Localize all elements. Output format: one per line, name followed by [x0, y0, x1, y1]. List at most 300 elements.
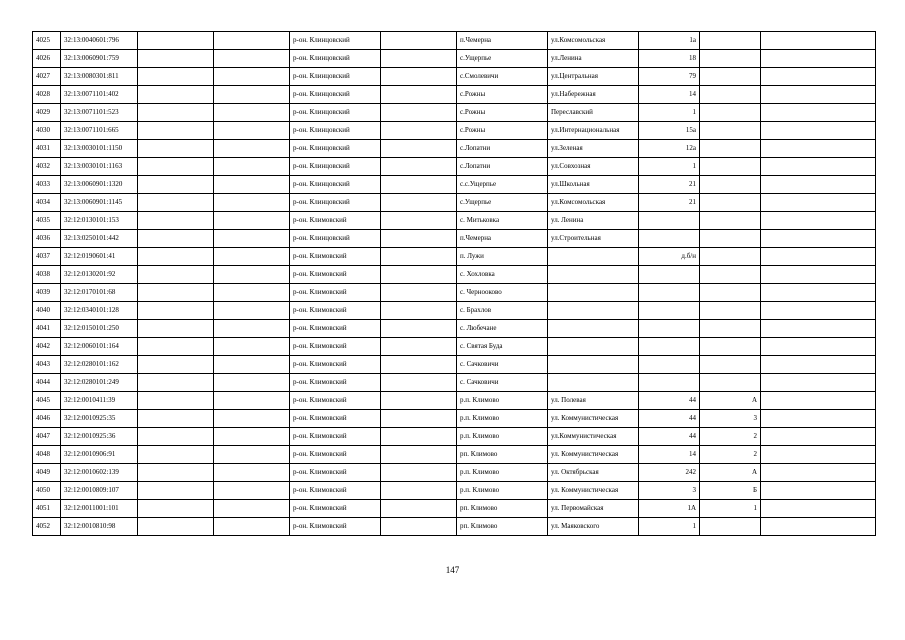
locality-cell: с. Чернооково: [457, 284, 548, 302]
building-number-cell: 1: [700, 500, 761, 518]
row-number-cell: 4037: [33, 248, 61, 266]
table-row: [33, 230, 876, 248]
street-cell: ул.Центральная: [548, 68, 639, 86]
empty-cell: [214, 482, 290, 500]
empty-cell: [761, 320, 876, 338]
house-number-cell: 44: [639, 392, 700, 410]
table-row: [33, 176, 876, 194]
table-row: [33, 212, 876, 230]
street-cell: [548, 248, 639, 266]
empty-cell: [214, 176, 290, 194]
locality-cell: с. Хохловка: [457, 266, 548, 284]
empty-cell: [761, 86, 876, 104]
locality-cell: с.Рожны: [457, 86, 548, 104]
table-row: [33, 518, 876, 536]
empty-cell: [761, 50, 876, 68]
street-cell: ул.Набережная: [548, 86, 639, 104]
building-number-cell: [700, 176, 761, 194]
empty-cell: [761, 410, 876, 428]
cadastral-number-cell: 32:12:0150101:250: [61, 320, 138, 338]
empty-cell: [214, 86, 290, 104]
building-number-cell: [700, 518, 761, 536]
page-number: 147: [445, 565, 460, 575]
empty-cell: [138, 176, 214, 194]
district-cell: р-он. Клинцовский: [290, 122, 381, 140]
empty-cell: [381, 356, 457, 374]
cadastral-number-cell: 32:13:0071101:402: [61, 86, 138, 104]
street-cell: [548, 338, 639, 356]
cadastral-number-cell: 32:12:0190601:41: [61, 248, 138, 266]
empty-cell: [214, 356, 290, 374]
locality-cell: рп. Климово: [457, 446, 548, 464]
district-cell: р-он. Климовский: [290, 302, 381, 320]
locality-cell: с. Сачковичи: [457, 374, 548, 392]
district-cell: р-он. Климовский: [290, 374, 381, 392]
street-cell: [548, 266, 639, 284]
row-number-cell: 4041: [33, 320, 61, 338]
locality-cell: с. Святая Буда: [457, 338, 548, 356]
district-cell: р-он. Климовский: [290, 248, 381, 266]
table-row: [33, 464, 876, 482]
row-number-cell: 4029: [33, 104, 61, 122]
district-cell: р-он. Климовский: [290, 428, 381, 446]
empty-cell: [138, 302, 214, 320]
house-number-cell: 3: [639, 482, 700, 500]
empty-cell: [381, 86, 457, 104]
building-number-cell: [700, 86, 761, 104]
locality-cell: с.Лопатни: [457, 158, 548, 176]
row-number-cell: 4048: [33, 446, 61, 464]
district-cell: р-он. Климовский: [290, 518, 381, 536]
empty-cell: [381, 212, 457, 230]
house-number-cell: [639, 356, 700, 374]
empty-cell: [214, 464, 290, 482]
empty-cell: [381, 518, 457, 536]
building-number-cell: А: [700, 392, 761, 410]
empty-cell: [138, 194, 214, 212]
empty-cell: [138, 428, 214, 446]
street-cell: ул.Комсомольская: [548, 32, 639, 50]
street-cell: [548, 320, 639, 338]
table-row: [33, 302, 876, 320]
empty-cell: [761, 374, 876, 392]
empty-cell: [138, 284, 214, 302]
cadastral-number-cell: 32:13:0250101:442: [61, 230, 138, 248]
house-number-cell: [639, 302, 700, 320]
cadastral-number-cell: 32:13:0040601:796: [61, 32, 138, 50]
empty-cell: [138, 212, 214, 230]
empty-cell: [138, 68, 214, 86]
table-row: [33, 482, 876, 500]
table-row: [33, 68, 876, 86]
cadastral-number-cell: 32:12:0340101:128: [61, 302, 138, 320]
street-cell: ул. Маяковского: [548, 518, 639, 536]
empty-cell: [761, 68, 876, 86]
house-number-cell: 242: [639, 464, 700, 482]
locality-cell: р.п. Климово: [457, 464, 548, 482]
row-number-cell: 4026: [33, 50, 61, 68]
empty-cell: [381, 104, 457, 122]
row-number-cell: 4045: [33, 392, 61, 410]
table-row: [33, 320, 876, 338]
empty-cell: [381, 32, 457, 50]
street-cell: ул.Школьная: [548, 176, 639, 194]
cadastral-number-cell: 32:12:0010925:35: [61, 410, 138, 428]
building-number-cell: [700, 356, 761, 374]
house-number-cell: 1: [639, 104, 700, 122]
empty-cell: [381, 428, 457, 446]
empty-cell: [761, 518, 876, 536]
house-number-cell: 1А: [639, 500, 700, 518]
street-cell: ул.Комсомольская: [548, 194, 639, 212]
district-cell: р-он. Климовский: [290, 464, 381, 482]
empty-cell: [138, 104, 214, 122]
locality-cell: с. Любечане: [457, 320, 548, 338]
cadastral-number-cell: 32:12:0010602:139: [61, 464, 138, 482]
table-row: [33, 284, 876, 302]
district-cell: р-он. Климовский: [290, 266, 381, 284]
row-number-cell: 4035: [33, 212, 61, 230]
empty-cell: [381, 230, 457, 248]
locality-cell: с. Сачковичи: [457, 356, 548, 374]
house-number-cell: 1: [639, 158, 700, 176]
locality-cell: с.Смолевичи: [457, 68, 548, 86]
table-row: [33, 266, 876, 284]
empty-cell: [138, 356, 214, 374]
table-row: [33, 392, 876, 410]
locality-cell: с. Брахлов: [457, 302, 548, 320]
cadastral-number-cell: 32:13:0060901:1320: [61, 176, 138, 194]
table-row: [33, 158, 876, 176]
cadastral-number-cell: 32:13:0071101:665: [61, 122, 138, 140]
row-number-cell: 4051: [33, 500, 61, 518]
locality-cell: р.п. Климово: [457, 428, 548, 446]
row-number-cell: 4028: [33, 86, 61, 104]
empty-cell: [214, 158, 290, 176]
building-number-cell: [700, 302, 761, 320]
empty-cell: [761, 176, 876, 194]
empty-cell: [381, 176, 457, 194]
building-number-cell: [700, 338, 761, 356]
empty-cell: [381, 266, 457, 284]
table-row: [33, 248, 876, 266]
empty-cell: [138, 140, 214, 158]
building-number-cell: 2: [700, 428, 761, 446]
house-number-cell: 14: [639, 446, 700, 464]
empty-cell: [761, 266, 876, 284]
row-number-cell: 4052: [33, 518, 61, 536]
empty-cell: [761, 230, 876, 248]
table-row: [33, 500, 876, 518]
row-number-cell: 4040: [33, 302, 61, 320]
row-number-cell: 4049: [33, 464, 61, 482]
empty-cell: [214, 266, 290, 284]
district-cell: р-он. Клинцовский: [290, 50, 381, 68]
empty-cell: [138, 374, 214, 392]
table-row: [33, 338, 876, 356]
cadastral-number-cell: 32:13:0071101:523: [61, 104, 138, 122]
row-number-cell: 4027: [33, 68, 61, 86]
building-number-cell: [700, 68, 761, 86]
district-cell: р-он. Клинцовский: [290, 86, 381, 104]
street-cell: ул.Строительная: [548, 230, 639, 248]
district-cell: р-он. Клинцовский: [290, 158, 381, 176]
table-row: [33, 410, 876, 428]
empty-cell: [214, 338, 290, 356]
empty-cell: [214, 32, 290, 50]
row-number-cell: 4033: [33, 176, 61, 194]
locality-cell: с. Митьковка: [457, 212, 548, 230]
cadastral-number-cell: 32:12:0010925:36: [61, 428, 138, 446]
street-cell: [548, 356, 639, 374]
table-row: [33, 122, 876, 140]
building-number-cell: 3: [700, 410, 761, 428]
house-number-cell: [639, 284, 700, 302]
house-number-cell: [639, 266, 700, 284]
empty-cell: [214, 518, 290, 536]
street-cell: [548, 302, 639, 320]
house-number-cell: [639, 230, 700, 248]
locality-cell: п. Лужи: [457, 248, 548, 266]
empty-cell: [381, 50, 457, 68]
table-row: [33, 50, 876, 68]
cadastral-number-cell: 32:12:0010810:98: [61, 518, 138, 536]
house-number-cell: 14: [639, 86, 700, 104]
table-row: [33, 32, 876, 50]
street-cell: ул.Зеленая: [548, 140, 639, 158]
empty-cell: [381, 464, 457, 482]
cadastral-number-cell: 32:12:0130201:92: [61, 266, 138, 284]
street-cell: ул.Интернациональная: [548, 122, 639, 140]
row-number-cell: 4036: [33, 230, 61, 248]
empty-cell: [138, 338, 214, 356]
empty-cell: [214, 428, 290, 446]
empty-cell: [761, 446, 876, 464]
empty-cell: [138, 50, 214, 68]
table-row: [33, 374, 876, 392]
empty-cell: [214, 392, 290, 410]
street-cell: ул.Коммунистическая: [548, 428, 639, 446]
document-table: [32, 31, 876, 536]
locality-cell: р.п. Климово: [457, 482, 548, 500]
row-number-cell: 4031: [33, 140, 61, 158]
empty-cell: [381, 500, 457, 518]
building-number-cell: [700, 158, 761, 176]
building-number-cell: [700, 140, 761, 158]
empty-cell: [381, 158, 457, 176]
row-number-cell: 4046: [33, 410, 61, 428]
locality-cell: п.Чемерна: [457, 32, 548, 50]
house-number-cell: 79: [639, 68, 700, 86]
district-cell: р-он. Климовский: [290, 500, 381, 518]
empty-cell: [761, 194, 876, 212]
locality-cell: с.Ущерпье: [457, 50, 548, 68]
row-number-cell: 4042: [33, 338, 61, 356]
table-body: [33, 32, 876, 536]
street-cell: ул.Совхозная: [548, 158, 639, 176]
empty-cell: [761, 212, 876, 230]
empty-cell: [381, 140, 457, 158]
empty-cell: [761, 32, 876, 50]
empty-cell: [761, 464, 876, 482]
building-number-cell: [700, 320, 761, 338]
house-number-cell: 12а: [639, 140, 700, 158]
empty-cell: [761, 302, 876, 320]
empty-cell: [381, 284, 457, 302]
cadastral-number-cell: 32:12:0010411:39: [61, 392, 138, 410]
building-number-cell: [700, 284, 761, 302]
house-number-cell: 15а: [639, 122, 700, 140]
empty-cell: [138, 482, 214, 500]
house-number-cell: [639, 374, 700, 392]
empty-cell: [381, 374, 457, 392]
locality-cell: п.Чемерна: [457, 230, 548, 248]
empty-cell: [761, 284, 876, 302]
building-number-cell: [700, 212, 761, 230]
cadastral-number-cell: 32:12:0010906:91: [61, 446, 138, 464]
district-cell: р-он. Клинцовский: [290, 140, 381, 158]
table-row: [33, 356, 876, 374]
empty-cell: [381, 302, 457, 320]
empty-cell: [381, 122, 457, 140]
house-number-cell: 1а: [639, 32, 700, 50]
street-cell: [548, 284, 639, 302]
building-number-cell: [700, 374, 761, 392]
locality-cell: с.Рожны: [457, 122, 548, 140]
empty-cell: [761, 482, 876, 500]
locality-cell: с.Рожны: [457, 104, 548, 122]
row-number-cell: 4038: [33, 266, 61, 284]
empty-cell: [761, 140, 876, 158]
table-row: [33, 194, 876, 212]
district-cell: р-он. Клинцовский: [290, 176, 381, 194]
locality-cell: р.п. Климово: [457, 392, 548, 410]
empty-cell: [214, 500, 290, 518]
street-cell: Переславский: [548, 104, 639, 122]
row-number-cell: 4050: [33, 482, 61, 500]
house-number-cell: [639, 338, 700, 356]
empty-cell: [761, 392, 876, 410]
empty-cell: [761, 158, 876, 176]
cadastral-number-cell: 32:12:0130101:153: [61, 212, 138, 230]
cadastral-number-cell: 32:13:0080301:811: [61, 68, 138, 86]
cadastral-number-cell: 32:13:0060901:759: [61, 50, 138, 68]
table-row: [33, 104, 876, 122]
building-number-cell: [700, 50, 761, 68]
district-cell: р-он. Клинцовский: [290, 230, 381, 248]
street-cell: ул.Ленина: [548, 50, 639, 68]
empty-cell: [214, 410, 290, 428]
empty-cell: [214, 194, 290, 212]
street-cell: ул. Октябрьская: [548, 464, 639, 482]
house-number-cell: [639, 320, 700, 338]
empty-cell: [761, 338, 876, 356]
locality-cell: с.Лопатни: [457, 140, 548, 158]
locality-cell: рп. Климово: [457, 500, 548, 518]
row-number-cell: 4034: [33, 194, 61, 212]
row-number-cell: 4044: [33, 374, 61, 392]
district-cell: р-он. Климовский: [290, 212, 381, 230]
empty-cell: [761, 104, 876, 122]
empty-cell: [214, 302, 290, 320]
empty-cell: [761, 248, 876, 266]
street-cell: ул. Коммунистическая: [548, 446, 639, 464]
table-row: [33, 86, 876, 104]
empty-cell: [214, 122, 290, 140]
row-number-cell: 4032: [33, 158, 61, 176]
row-number-cell: 4043: [33, 356, 61, 374]
street-cell: ул. Коммунистическая: [548, 482, 639, 500]
table-row: [33, 428, 876, 446]
row-number-cell: 4025: [33, 32, 61, 50]
building-number-cell: [700, 248, 761, 266]
empty-cell: [214, 230, 290, 248]
empty-cell: [381, 410, 457, 428]
empty-cell: [214, 104, 290, 122]
cadastral-number-cell: 32:13:0060901:1145: [61, 194, 138, 212]
district-cell: р-он. Климовский: [290, 356, 381, 374]
empty-cell: [214, 284, 290, 302]
empty-cell: [761, 122, 876, 140]
empty-cell: [381, 320, 457, 338]
row-number-cell: 4047: [33, 428, 61, 446]
cadastral-number-cell: 32:12:0170101:68: [61, 284, 138, 302]
house-number-cell: 21: [639, 194, 700, 212]
district-cell: р-он. Климовский: [290, 410, 381, 428]
locality-cell: рп. Климово: [457, 518, 548, 536]
empty-cell: [138, 32, 214, 50]
cadastral-number-cell: 32:12:0280101:249: [61, 374, 138, 392]
house-number-cell: [639, 212, 700, 230]
building-number-cell: [700, 104, 761, 122]
cadastral-number-cell: 32:12:0280101:162: [61, 356, 138, 374]
empty-cell: [138, 410, 214, 428]
house-number-cell: 21: [639, 176, 700, 194]
empty-cell: [138, 86, 214, 104]
cadastral-number-cell: 32:13:0030101:1163: [61, 158, 138, 176]
street-cell: ул. Ленина: [548, 212, 639, 230]
street-cell: ул. Коммунистическая: [548, 410, 639, 428]
empty-cell: [214, 68, 290, 86]
building-number-cell: [700, 122, 761, 140]
cadastral-number-cell: 32:13:0030101:1150: [61, 140, 138, 158]
cadastral-number-cell: 32:12:0060101:164: [61, 338, 138, 356]
building-number-cell: А: [700, 464, 761, 482]
street-cell: [548, 374, 639, 392]
empty-cell: [214, 374, 290, 392]
district-cell: р-он. Клинцовский: [290, 194, 381, 212]
street-cell: ул. Первомайская: [548, 500, 639, 518]
locality-cell: с.с.Ущерпье: [457, 176, 548, 194]
empty-cell: [214, 50, 290, 68]
house-number-cell: 1: [639, 518, 700, 536]
empty-cell: [138, 248, 214, 266]
house-number-cell: 44: [639, 410, 700, 428]
empty-cell: [138, 266, 214, 284]
street-cell: ул. Полевая: [548, 392, 639, 410]
row-number-cell: 4039: [33, 284, 61, 302]
building-number-cell: 2: [700, 446, 761, 464]
district-cell: р-он. Климовский: [290, 320, 381, 338]
empty-cell: [381, 68, 457, 86]
district-cell: р-он. Климовский: [290, 284, 381, 302]
empty-cell: [138, 158, 214, 176]
empty-cell: [138, 500, 214, 518]
building-number-cell: [700, 32, 761, 50]
empty-cell: [214, 140, 290, 158]
empty-cell: [214, 212, 290, 230]
district-cell: р-он. Климовский: [290, 446, 381, 464]
